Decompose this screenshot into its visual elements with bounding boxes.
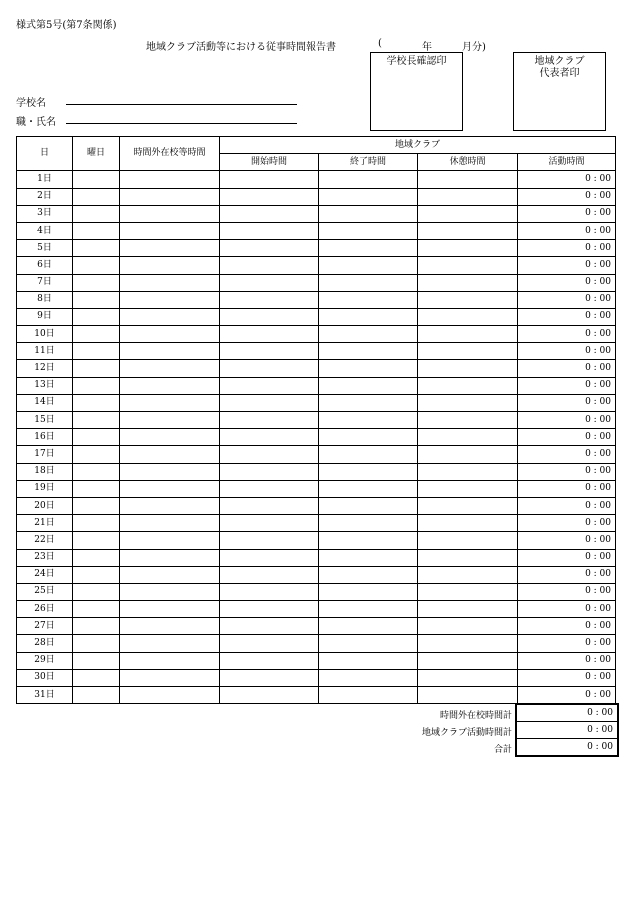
break-time-cell[interactable] (418, 532, 518, 549)
day-cell: 17日 (17, 446, 73, 463)
day-cell: 16日 (17, 429, 73, 446)
overtime-cell[interactable] (120, 635, 220, 652)
break-time-cell[interactable] (418, 205, 518, 222)
weekday-cell[interactable] (73, 326, 120, 343)
position-name-label: 職・氏名 (16, 117, 56, 128)
club-rep-stamp-box (513, 52, 606, 131)
table-row (17, 429, 616, 446)
start-time-cell[interactable] (220, 687, 319, 704)
overtime-cell[interactable] (120, 497, 220, 514)
day-cell: 18日 (17, 463, 73, 480)
break-time-cell[interactable] (418, 171, 518, 188)
end-time-cell[interactable] (319, 669, 418, 686)
activity-time-cell: 0 : 00 (518, 652, 616, 669)
overtime-total-value: 0 : 00 (516, 704, 618, 722)
table-row (17, 497, 616, 514)
break-time-cell[interactable] (418, 463, 518, 480)
weekday-cell[interactable] (73, 205, 120, 222)
activity-time-cell: 0 : 00 (518, 205, 616, 222)
break-time-cell[interactable] (418, 360, 518, 377)
weekday-cell[interactable] (73, 360, 120, 377)
start-time-cell[interactable] (220, 240, 319, 257)
activity-time-cell: 0 : 00 (518, 566, 616, 583)
activity-time-cell: 0 : 00 (518, 377, 616, 394)
activity-time-cell: 0 : 00 (518, 463, 616, 480)
day-cell: 12日 (17, 360, 73, 377)
table-row (17, 291, 616, 308)
activity-time-cell: 0 : 00 (518, 257, 616, 274)
break-time-cell[interactable] (418, 601, 518, 618)
overtime-cell[interactable] (120, 669, 220, 686)
header-club-group: 地域クラブ (220, 137, 616, 154)
activity-time-cell: 0 : 00 (518, 480, 616, 497)
start-time-cell[interactable] (220, 308, 319, 325)
weekday-cell[interactable] (73, 669, 120, 686)
day-cell: 1日 (17, 171, 73, 188)
table-row (17, 240, 616, 257)
activity-time-cell: 0 : 00 (518, 188, 616, 205)
table-row (17, 652, 616, 669)
overtime-cell[interactable] (120, 291, 220, 308)
start-time-cell[interactable] (220, 360, 319, 377)
weekday-cell[interactable] (73, 429, 120, 446)
overtime-cell[interactable] (120, 205, 220, 222)
activity-time-cell: 0 : 00 (518, 343, 616, 360)
break-time-cell[interactable] (418, 412, 518, 429)
start-time-cell[interactable] (220, 343, 319, 360)
activity-time-cell: 0 : 00 (518, 549, 616, 566)
activity-time-cell: 0 : 00 (518, 308, 616, 325)
weekday-cell[interactable] (73, 377, 120, 394)
activity-time-cell: 0 : 00 (518, 669, 616, 686)
day-cell: 7日 (17, 274, 73, 291)
table-row (17, 566, 616, 583)
day-cell: 23日 (17, 549, 73, 566)
weekday-cell[interactable] (73, 480, 120, 497)
break-time-cell[interactable] (418, 618, 518, 635)
day-cell: 22日 (17, 532, 73, 549)
table-row (17, 222, 616, 239)
start-time-cell[interactable] (220, 446, 319, 463)
overtime-cell[interactable] (120, 377, 220, 394)
break-time-cell[interactable] (418, 566, 518, 583)
activity-time-cell: 0 : 00 (518, 601, 616, 618)
overtime-cell[interactable] (120, 308, 220, 325)
break-time-cell[interactable] (418, 549, 518, 566)
weekday-cell[interactable] (73, 635, 120, 652)
break-time-cell[interactable] (418, 687, 518, 704)
day-cell: 3日 (17, 205, 73, 222)
overtime-cell[interactable] (120, 652, 220, 669)
end-time-cell[interactable] (319, 652, 418, 669)
table-row (17, 412, 616, 429)
end-time-cell[interactable] (319, 532, 418, 549)
weekday-cell[interactable] (73, 257, 120, 274)
weekday-cell[interactable] (73, 497, 120, 514)
header-activity: 活動時間 (518, 154, 616, 171)
table-row (17, 446, 616, 463)
end-time-cell[interactable] (319, 515, 418, 532)
overtime-cell[interactable] (120, 583, 220, 600)
weekday-cell[interactable] (73, 240, 120, 257)
table-row (17, 205, 616, 222)
end-time-cell[interactable] (319, 497, 418, 514)
form-number: 様式第5号(第7条関係) (16, 20, 117, 31)
end-time-cell[interactable] (319, 188, 418, 205)
day-cell: 19日 (17, 480, 73, 497)
table-row (17, 171, 616, 188)
end-time-cell[interactable] (319, 257, 418, 274)
overtime-cell[interactable] (120, 532, 220, 549)
table-row (17, 618, 616, 635)
break-time-cell[interactable] (418, 669, 518, 686)
day-cell: 27日 (17, 618, 73, 635)
table-row (17, 480, 616, 497)
break-time-cell[interactable] (418, 583, 518, 600)
overtime-cell[interactable] (120, 601, 220, 618)
overtime-cell[interactable] (120, 463, 220, 480)
break-time-cell[interactable] (418, 257, 518, 274)
start-time-cell[interactable] (220, 429, 319, 446)
overtime-cell[interactable] (120, 171, 220, 188)
header-break: 休憩時間 (418, 154, 518, 171)
principal-stamp-label: 学校長確認印 (386, 56, 447, 67)
overtime-cell[interactable] (120, 446, 220, 463)
weekday-cell[interactable] (73, 532, 120, 549)
start-time-cell[interactable] (220, 274, 319, 291)
end-time-cell[interactable] (319, 360, 418, 377)
start-time-cell[interactable] (220, 566, 319, 583)
table-row (17, 308, 616, 325)
break-time-cell[interactable] (418, 274, 518, 291)
start-time-cell[interactable] (220, 205, 319, 222)
start-time-cell[interactable] (220, 549, 319, 566)
start-time-cell[interactable] (220, 601, 319, 618)
weekday-cell[interactable] (73, 583, 120, 600)
weekday-cell[interactable] (73, 463, 120, 480)
activity-time-cell: 0 : 00 (518, 618, 616, 635)
table-row (17, 326, 616, 343)
start-time-cell[interactable] (220, 377, 319, 394)
activity-time-cell: 0 : 00 (518, 446, 616, 463)
table-row (17, 188, 616, 205)
overtime-cell[interactable] (120, 222, 220, 239)
weekday-cell[interactable] (73, 446, 120, 463)
end-time-cell[interactable] (319, 326, 418, 343)
totals-table (515, 703, 619, 757)
start-time-cell[interactable] (220, 188, 319, 205)
club-rep-stamp-label-1: 地域クラブ (534, 56, 585, 67)
break-time-cell[interactable] (418, 635, 518, 652)
end-time-cell[interactable] (319, 583, 418, 600)
end-time-cell[interactable] (319, 618, 418, 635)
weekday-cell[interactable] (73, 549, 120, 566)
end-time-cell[interactable] (319, 566, 418, 583)
day-cell: 4日 (17, 222, 73, 239)
start-time-cell[interactable] (220, 635, 319, 652)
weekday-cell[interactable] (73, 412, 120, 429)
end-time-cell[interactable] (319, 308, 418, 325)
overtime-cell[interactable] (120, 394, 220, 411)
activity-time-cell: 0 : 00 (518, 532, 616, 549)
table-row (17, 274, 616, 291)
break-time-cell[interactable] (418, 480, 518, 497)
activity-time-cell: 0 : 00 (518, 326, 616, 343)
weekday-cell[interactable] (73, 274, 120, 291)
day-cell: 14日 (17, 394, 73, 411)
overtime-cell[interactable] (120, 257, 220, 274)
day-cell: 28日 (17, 635, 73, 652)
activity-time-cell: 0 : 00 (518, 274, 616, 291)
end-time-cell[interactable] (319, 480, 418, 497)
overtime-cell[interactable] (120, 566, 220, 583)
break-time-cell[interactable] (418, 515, 518, 532)
end-time-cell[interactable] (319, 687, 418, 704)
overtime-total-label: 時間外在校時間計 (439, 711, 512, 721)
end-time-cell[interactable] (319, 205, 418, 222)
end-time-cell[interactable] (319, 171, 418, 188)
header-end: 終了時間 (319, 154, 418, 171)
start-time-cell[interactable] (220, 291, 319, 308)
activity-time-cell: 0 : 00 (518, 394, 616, 411)
break-time-cell[interactable] (418, 394, 518, 411)
table-row (17, 257, 616, 274)
end-time-cell[interactable] (319, 343, 418, 360)
end-time-cell[interactable] (319, 635, 418, 652)
end-time-cell[interactable] (319, 601, 418, 618)
day-cell: 10日 (17, 326, 73, 343)
activity-time-cell: 0 : 00 (518, 515, 616, 532)
end-time-cell[interactable] (319, 549, 418, 566)
school-name-field[interactable] (66, 104, 297, 105)
day-cell: 20日 (17, 497, 73, 514)
end-time-cell[interactable] (319, 429, 418, 446)
weekday-cell[interactable] (73, 515, 120, 532)
day-cell: 21日 (17, 515, 73, 532)
break-time-cell[interactable] (418, 652, 518, 669)
overtime-cell[interactable] (120, 274, 220, 291)
weekday-cell[interactable] (73, 601, 120, 618)
header-start: 開始時間 (220, 154, 319, 171)
day-cell: 15日 (17, 412, 73, 429)
period-month: 月分) (462, 42, 486, 53)
table-row (17, 601, 616, 618)
start-time-cell[interactable] (220, 412, 319, 429)
break-time-cell[interactable] (418, 308, 518, 325)
weekday-cell[interactable] (73, 394, 120, 411)
weekday-cell[interactable] (73, 188, 120, 205)
start-time-cell[interactable] (220, 497, 319, 514)
end-time-cell[interactable] (319, 412, 418, 429)
club-rep-stamp-label-2: 代表者印 (539, 68, 580, 79)
period-year: 年 (422, 42, 432, 53)
day-cell: 2日 (17, 188, 73, 205)
club-total-value: 0 : 00 (516, 722, 618, 739)
start-time-cell[interactable] (220, 326, 319, 343)
start-time-cell[interactable] (220, 257, 319, 274)
weekday-cell[interactable] (73, 308, 120, 325)
table-row (17, 463, 616, 480)
table-row (17, 669, 616, 686)
overtime-cell[interactable] (120, 326, 220, 343)
end-time-cell[interactable] (319, 394, 418, 411)
table-row (17, 635, 616, 652)
day-cell: 24日 (17, 566, 73, 583)
weekday-cell[interactable] (73, 566, 120, 583)
weekday-cell[interactable] (73, 171, 120, 188)
table-row (17, 394, 616, 411)
break-time-cell[interactable] (418, 343, 518, 360)
activity-time-cell: 0 : 00 (518, 412, 616, 429)
day-cell: 31日 (17, 687, 73, 704)
activity-time-cell: 0 : 00 (518, 429, 616, 446)
table-row (17, 532, 616, 549)
weekday-cell[interactable] (73, 687, 120, 704)
end-time-cell[interactable] (319, 377, 418, 394)
table-row (17, 549, 616, 566)
activity-time-cell: 0 : 00 (518, 687, 616, 704)
header-overtime: 時間外在校等時間 (120, 137, 220, 171)
overtime-cell[interactable] (120, 360, 220, 377)
start-time-cell[interactable] (220, 652, 319, 669)
break-time-cell[interactable] (418, 446, 518, 463)
end-time-cell[interactable] (319, 291, 418, 308)
break-time-cell[interactable] (418, 377, 518, 394)
weekday-cell[interactable] (73, 222, 120, 239)
activity-time-cell: 0 : 00 (518, 240, 616, 257)
table-row (17, 377, 616, 394)
overtime-cell[interactable] (120, 343, 220, 360)
grand-total-label: 合計 (493, 745, 512, 755)
grand-total-value: 0 : 00 (516, 739, 618, 757)
overtime-cell[interactable] (120, 687, 220, 704)
report-title: 地域クラブ活動等における従事時間報告書 (146, 42, 336, 53)
position-name-field[interactable] (66, 123, 297, 124)
activity-time-cell: 0 : 00 (518, 360, 616, 377)
table-row (17, 583, 616, 600)
time-report-table (16, 136, 616, 704)
break-time-cell[interactable] (418, 326, 518, 343)
overtime-cell[interactable] (120, 618, 220, 635)
activity-time-cell: 0 : 00 (518, 583, 616, 600)
break-time-cell[interactable] (418, 291, 518, 308)
header-day: 日 (17, 137, 73, 171)
break-time-cell[interactable] (418, 429, 518, 446)
weekday-cell[interactable] (73, 291, 120, 308)
start-time-cell[interactable] (220, 669, 319, 686)
start-time-cell[interactable] (220, 394, 319, 411)
club-total-label: 地域クラブ活動時間計 (421, 728, 512, 738)
weekday-cell[interactable] (73, 652, 120, 669)
day-cell: 29日 (17, 652, 73, 669)
principal-stamp-box (370, 52, 463, 131)
school-name-label: 学校名 (16, 98, 46, 109)
start-time-cell[interactable] (220, 618, 319, 635)
activity-time-cell: 0 : 00 (518, 635, 616, 652)
end-time-cell[interactable] (319, 446, 418, 463)
end-time-cell[interactable] (319, 222, 418, 239)
overtime-cell[interactable] (120, 515, 220, 532)
table-row (17, 360, 616, 377)
start-time-cell[interactable] (220, 532, 319, 549)
break-time-cell[interactable] (418, 222, 518, 239)
start-time-cell[interactable] (220, 480, 319, 497)
break-time-cell[interactable] (418, 497, 518, 514)
day-cell: 26日 (17, 601, 73, 618)
table-row (17, 343, 616, 360)
overtime-cell[interactable] (120, 429, 220, 446)
start-time-cell[interactable] (220, 515, 319, 532)
table-row (17, 515, 616, 532)
day-cell: 6日 (17, 257, 73, 274)
day-cell: 13日 (17, 377, 73, 394)
overtime-cell[interactable] (120, 240, 220, 257)
day-cell: 25日 (17, 583, 73, 600)
activity-time-cell: 0 : 00 (518, 222, 616, 239)
end-time-cell[interactable] (319, 240, 418, 257)
break-time-cell[interactable] (418, 188, 518, 205)
activity-time-cell: 0 : 00 (518, 171, 616, 188)
weekday-cell[interactable] (73, 343, 120, 360)
overtime-cell[interactable] (120, 549, 220, 566)
table-row (17, 687, 616, 704)
start-time-cell[interactable] (220, 463, 319, 480)
day-cell: 11日 (17, 343, 73, 360)
day-cell: 5日 (17, 240, 73, 257)
overtime-cell[interactable] (120, 188, 220, 205)
activity-time-cell: 0 : 00 (518, 497, 616, 514)
overtime-cell[interactable] (120, 412, 220, 429)
day-cell: 9日 (17, 308, 73, 325)
period-open: ( (378, 38, 382, 49)
day-cell: 30日 (17, 669, 73, 686)
start-time-cell[interactable] (220, 222, 319, 239)
weekday-cell[interactable] (73, 618, 120, 635)
activity-time-cell: 0 : 00 (518, 291, 616, 308)
end-time-cell[interactable] (319, 274, 418, 291)
header-weekday: 曜日 (73, 137, 120, 171)
overtime-cell[interactable] (120, 480, 220, 497)
break-time-cell[interactable] (418, 240, 518, 257)
start-time-cell[interactable] (220, 171, 319, 188)
start-time-cell[interactable] (220, 583, 319, 600)
day-cell: 8日 (17, 291, 73, 308)
end-time-cell[interactable] (319, 463, 418, 480)
